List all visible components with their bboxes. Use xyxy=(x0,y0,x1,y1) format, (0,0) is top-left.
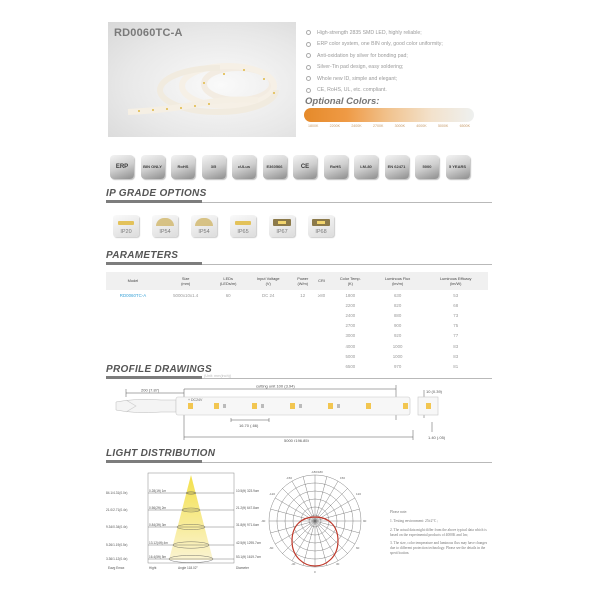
svg-text:13.12(4ft) 4m: 13.12(4ft) 4m xyxy=(149,541,168,545)
svg-text:0.84(3ft) 3m: 0.84(3ft) 3m xyxy=(149,523,167,527)
svg-text:21.2(ft) 647.8cm: 21.2(ft) 647.8cm xyxy=(236,506,260,510)
polar-distribution-chart xyxy=(269,475,361,567)
svg-text:0.56(2ft) 2m: 0.56(2ft) 2m xyxy=(149,506,167,510)
feature-list xyxy=(306,27,496,96)
bullet-icon xyxy=(306,65,311,70)
bullet-icon xyxy=(306,53,311,58)
ul-recognized-icon: E360566 xyxy=(263,155,287,179)
rohs-icon: RoHS xyxy=(171,155,195,179)
rohs-check-icon: RoHS xyxy=(324,155,348,179)
svg-text:60: 60 xyxy=(356,546,360,550)
table-row: 2700 900 75 xyxy=(345,323,459,329)
svg-text:120: 120 xyxy=(356,492,362,496)
svg-text:-180/180: -180/180 xyxy=(311,470,323,474)
svg-text:Angle 118.02°: Angle 118.02° xyxy=(178,566,198,570)
svg-text:-150: -150 xyxy=(286,476,293,480)
feature-item: Whole new ID, simple and elegant; xyxy=(306,73,496,85)
ip20-icon: IP20 xyxy=(113,215,139,237)
bullet-icon xyxy=(306,76,311,81)
svg-text:16.4(5ft) 5m: 16.4(5ft) 5m xyxy=(149,555,167,559)
beam-angle-chart xyxy=(106,473,261,570)
svg-text:0.28(1ft) 1m: 0.28(1ft) 1m xyxy=(149,489,167,493)
en62471-icon: EN 62471 xyxy=(385,155,409,179)
profile-unit-note: (Unit: mm(inch)) xyxy=(204,374,232,378)
svg-text:Hight: Hight xyxy=(149,566,157,570)
optional-colors-title: Optional Colors: xyxy=(305,96,380,107)
table-row: 4000 1000 83 xyxy=(345,343,459,349)
ip68-icon: IP68 xyxy=(308,215,334,237)
total-length-dimension: 5000 (196.85) xyxy=(284,438,309,442)
svg-text:42.5(ft) 1295.7cm: 42.5(ft) 1295.7cm xyxy=(236,541,261,545)
ip67-icon: IP67 xyxy=(269,215,295,237)
section-divider xyxy=(106,200,492,204)
certification-badges xyxy=(110,155,470,179)
svg-text:-60: -60 xyxy=(269,546,274,550)
svg-text:3.36/1.12(0.4x): 3.36/1.12(0.4x) xyxy=(106,557,128,561)
feature-item: Silver-Tin pad design, easy soldering; xyxy=(306,62,496,74)
parameters-section-title: PARAMETERS xyxy=(106,250,179,261)
table-row: 2400 880 73 xyxy=(345,312,459,318)
width-dimension: 10 (0.39) xyxy=(426,389,443,394)
color-temperature-ticks: 1800K 2200K 2400K 2700K 3000K 4000K 5000K 6500K xyxy=(308,124,470,128)
col-leds: LEDs (LEDs/m) xyxy=(211,272,245,290)
table-row: 3000 920 77 xyxy=(345,333,459,339)
ip54-icon: IP54 xyxy=(152,215,178,237)
section-divider xyxy=(106,460,492,464)
ip-grade-section-title: IP GRADE OPTIONS xyxy=(106,188,207,199)
bin-only-icon: BIN ONLY xyxy=(141,155,165,179)
polarity-label: + DC24V xyxy=(188,398,203,402)
svg-text:84.1/4.31(0.0x): 84.1/4.31(0.0x) xyxy=(106,491,128,495)
col-size: Size (mm) xyxy=(160,272,211,290)
feature-item: CE, RoHS, UL, etc. compliant. xyxy=(306,85,496,97)
table-row: 6500 970 81 xyxy=(345,363,459,369)
reel-icon: 5000 xyxy=(415,155,439,179)
svg-text:30: 30 xyxy=(336,562,340,566)
ip65-icon: IP65 xyxy=(230,215,256,237)
notes-title: Please note: xyxy=(390,510,408,514)
ip54-icon: IP54 xyxy=(191,215,217,237)
svg-text:31.8(ft) 971.6cm: 31.8(ft) 971.6cm xyxy=(236,523,260,527)
feature-item: Anti-oxidation by silver for bonding pad; xyxy=(306,50,496,62)
erp-icon: ERP xyxy=(110,155,134,179)
svg-text:Eavg Emax: Eavg Emax xyxy=(108,566,125,570)
bullet-icon xyxy=(306,88,311,93)
table-row: 5000 1000 83 xyxy=(345,353,459,359)
ce-icon: CE xyxy=(293,155,317,179)
table-row: RD0060TC-A 5000x10x1.4 60 DC 24 12 ≥80 1800 630 53 xyxy=(119,292,459,298)
feature-item: High-strength 2835 SMD LED, highly reliable; xyxy=(306,27,496,39)
profile-drawing xyxy=(106,380,496,442)
svg-text:-90: -90 xyxy=(261,519,266,523)
macadam-icon: 3/5 xyxy=(202,155,226,179)
note-item: 1. Testing environment: 25±2°C ; xyxy=(390,518,439,523)
svg-text:5.26/1.19(0.5x): 5.26/1.19(0.5x) xyxy=(106,543,128,547)
product-model-title: RD0060TC-A xyxy=(114,27,183,39)
col-model: Model xyxy=(106,272,160,290)
svg-text:-30: -30 xyxy=(291,562,296,566)
col-cct: Color Temp. (K) xyxy=(329,272,372,290)
section-divider xyxy=(106,262,492,266)
col-voltage: Input Voltage (V) xyxy=(245,272,291,290)
col-flux: Luminous Flux (lm/m) xyxy=(372,272,424,290)
col-efficacy: Luminous Efficacy (lm/W) xyxy=(424,272,489,290)
cutting-unit-dimension: cutting unit 100 (3.94) xyxy=(256,383,295,389)
notes-block xyxy=(390,510,490,560)
thickness-dimension: 1.40 (.05) xyxy=(428,435,446,440)
parameters-table xyxy=(106,272,488,372)
col-power: Power (W/m) xyxy=(291,272,314,290)
note-item: 3. The size, color temperature and luminous flux may have changes due to different protection technology. Please see the details in the specification. xyxy=(390,541,488,556)
ul-listed-icon: cULus xyxy=(232,155,256,179)
product-image xyxy=(108,22,296,137)
svg-text:21.0/2.71(0.4x): 21.0/2.71(0.4x) xyxy=(106,508,128,512)
lm80-icon: LM-80 xyxy=(354,155,378,179)
warranty-icon: 5 YEARS xyxy=(446,155,470,179)
svg-text:150: 150 xyxy=(340,476,346,480)
svg-text:10.5(ft) 323.9cm: 10.5(ft) 323.9cm xyxy=(236,489,260,493)
col-cri: CRI xyxy=(314,272,329,290)
svg-text:-120: -120 xyxy=(269,492,276,496)
svg-text:9.34/0.34(0.4x): 9.34/0.34(0.4x) xyxy=(106,525,128,529)
bullet-icon xyxy=(306,42,311,47)
profile-section-title: PROFILE DRAWINGS xyxy=(106,364,212,375)
ip-grade-options xyxy=(113,215,334,237)
table-header-row xyxy=(106,272,488,290)
pitch-dimension: 16.70 (.66) xyxy=(239,423,259,428)
table-row: 2200 820 68 xyxy=(345,302,459,308)
bullet-icon xyxy=(306,30,311,35)
feature-item: ERP color system, one BIN only, good color uniformity; xyxy=(306,39,496,51)
svg-text:53.1(ft) 1619.7cm: 53.1(ft) 1619.7cm xyxy=(236,555,261,559)
note-item: 2. The actual data might differ from the above typical data which is based on the experimental products of 4000K and 1m; xyxy=(390,527,487,537)
svg-text:90: 90 xyxy=(363,519,367,523)
light-distribution-section-title: LIGHT DISTRIBUTION xyxy=(106,448,216,459)
svg-text:0: 0 xyxy=(314,570,316,574)
svg-text:Diameter: Diameter xyxy=(236,566,249,570)
led-reel-illustration xyxy=(108,22,296,137)
color-temperature-gradient xyxy=(304,108,474,122)
lead-length-dimension: 200 (7.87) xyxy=(141,387,160,393)
